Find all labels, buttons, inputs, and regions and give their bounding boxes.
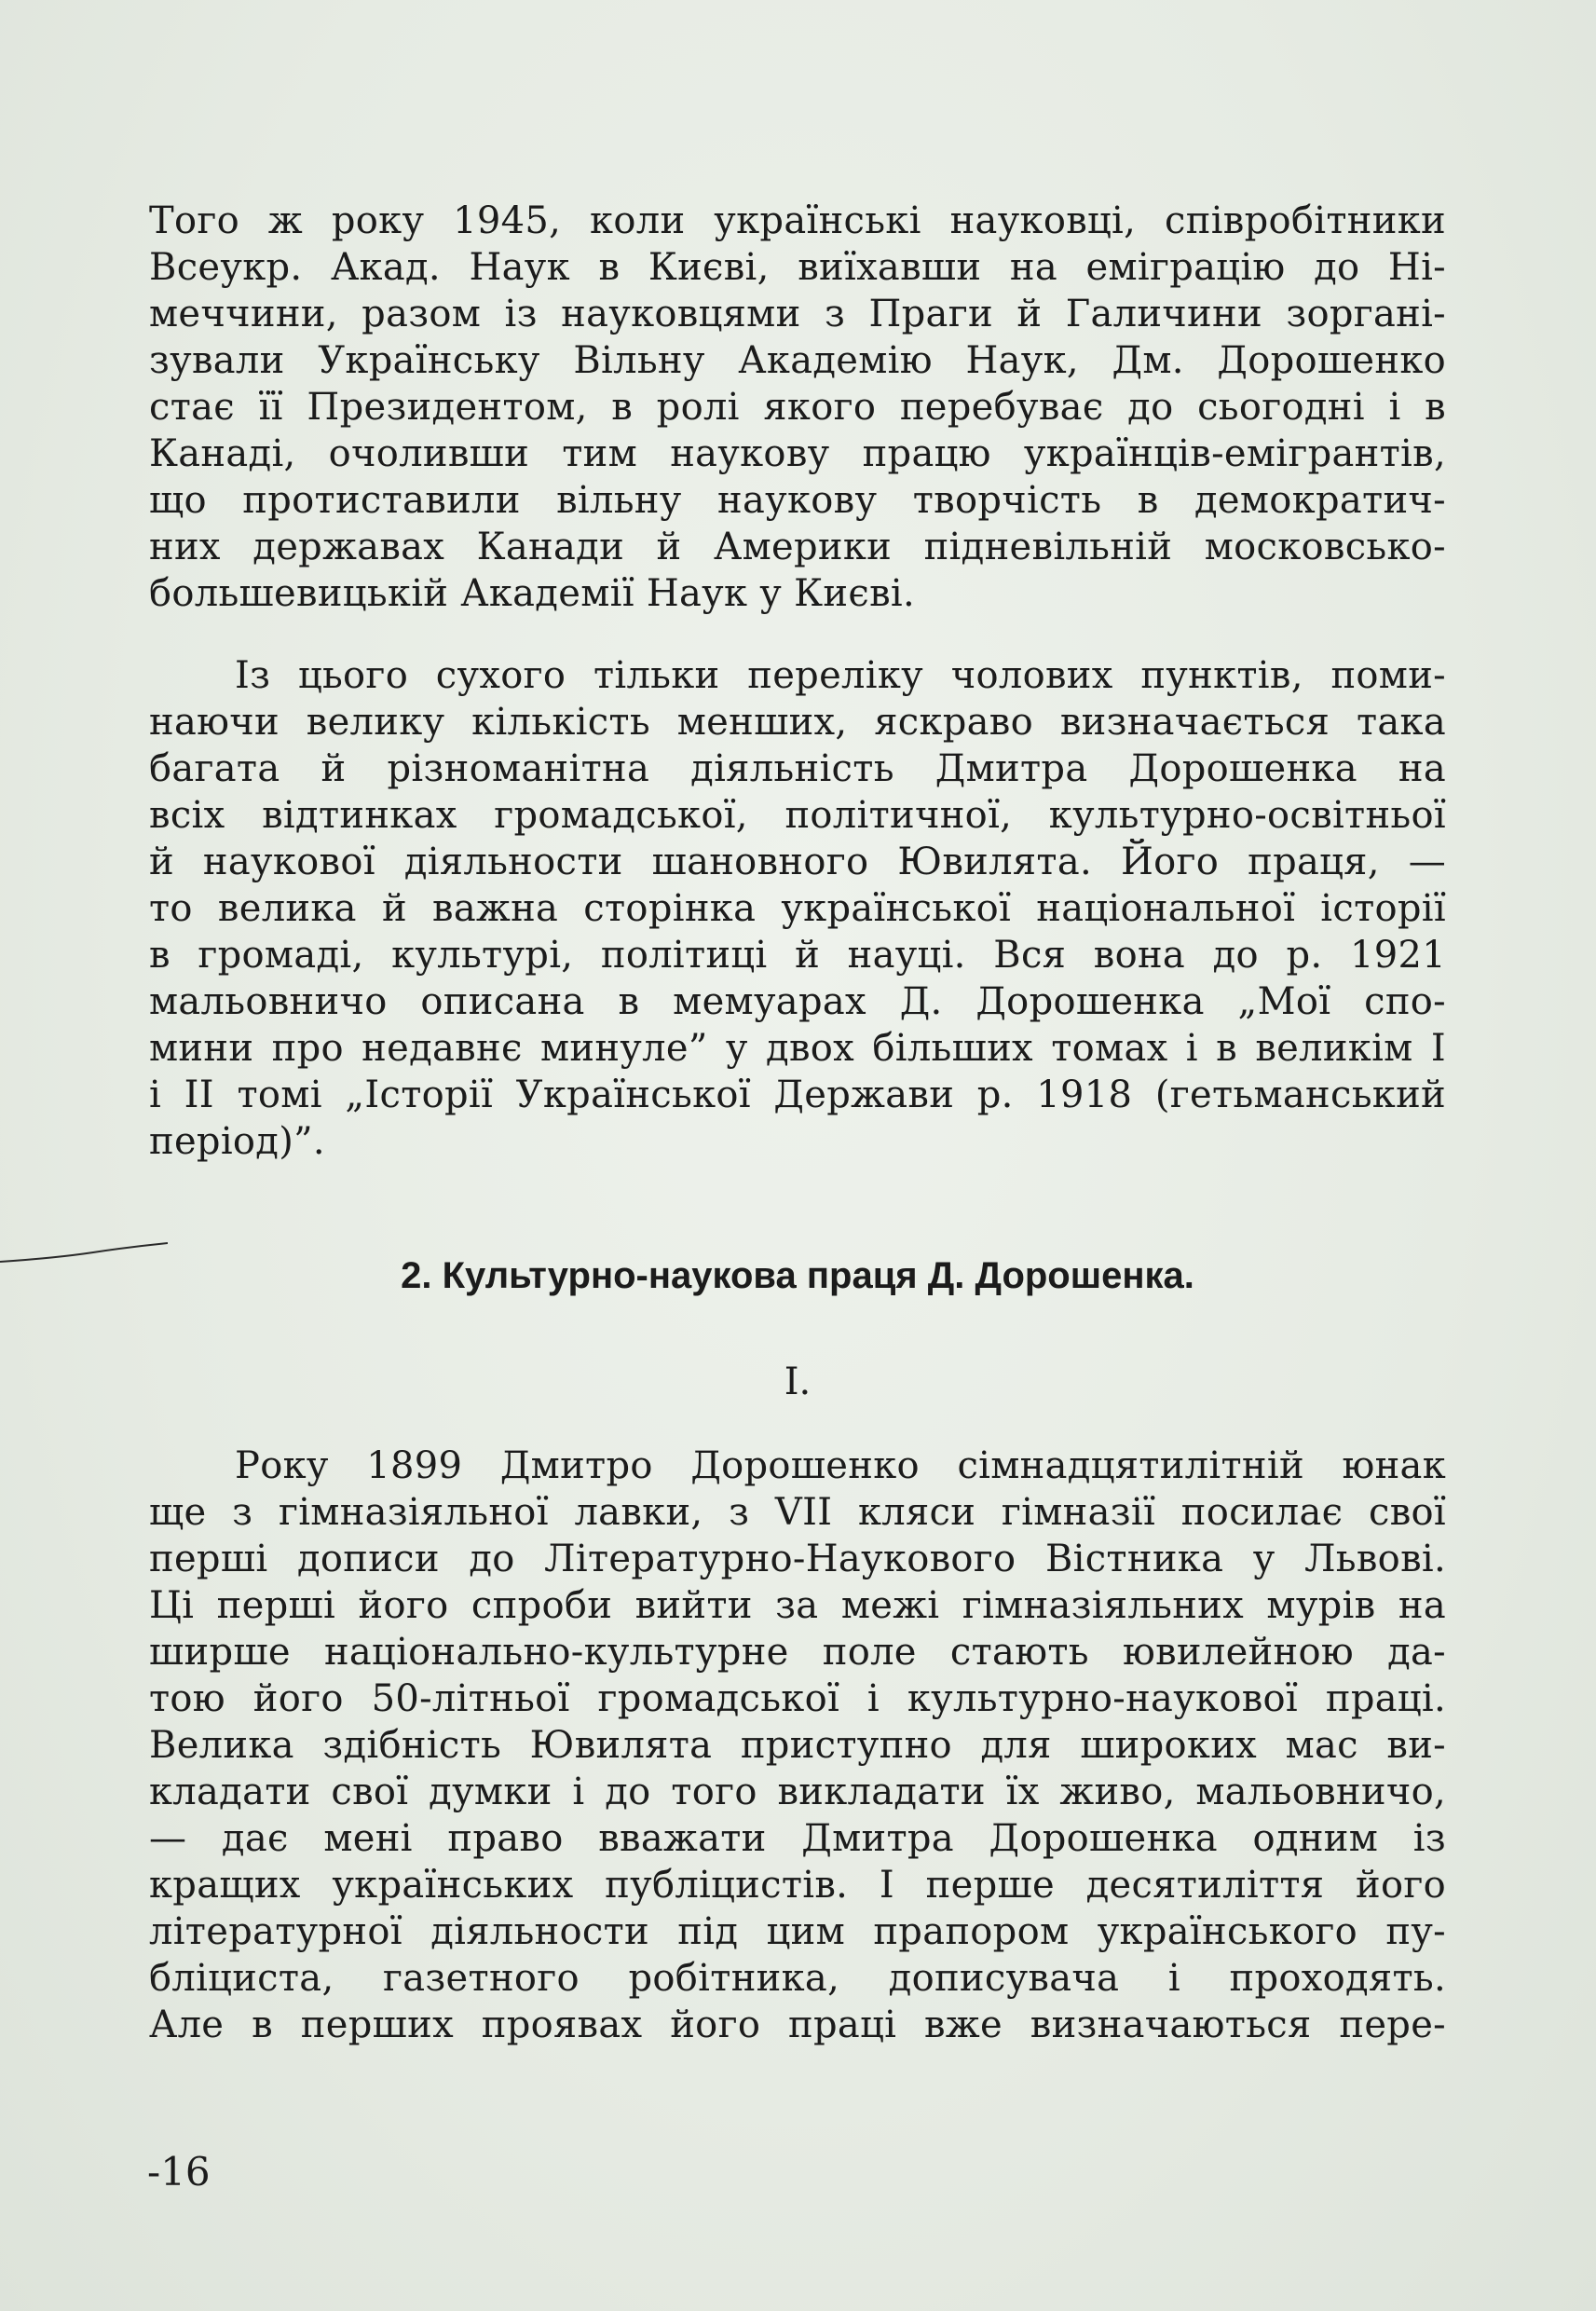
paragraph-2-line: Із цього сухого тільки переліку чолових пунктів, поми- <box>235 654 1446 697</box>
paragraph-3 <box>149 1443 1446 2048</box>
paragraph-1-line: зували Українську Вільну Академію Наук, Дм. Дорошенко <box>149 339 1446 382</box>
paragraph-1-line: Всеукр. Акад. Наук в Києві, виїхавши на еміграцію до Ні- <box>149 246 1446 289</box>
paragraph-1-line: большевицькій Академії Наук у Києві. <box>149 572 915 615</box>
paragraph-3-line: тою його 50-літньої громадської і культурно-наукової праці. <box>149 1677 1446 1720</box>
paragraph-1-line: Того ж року 1945, коли українські науковці, співробітники <box>149 199 1446 242</box>
paragraph-2-line: й наукової діяльности шановного Ювилята. Його праця, — <box>149 841 1446 883</box>
paragraph-1 <box>149 198 1446 617</box>
section-heading: 2. Культурно-наукова праця Д. Дорошенка. <box>401 1255 1194 1296</box>
paragraph-3-line: Але в перших проявах його праці вже визначаються пере- <box>149 2003 1446 2046</box>
paragraph-2-line: в громаді, культурі, політиці й науці. Вся вона до р. 1921 <box>149 934 1446 977</box>
paragraph-3-line: бліциста, газетного робітника, дописувача і проходять. <box>149 1957 1446 2000</box>
paragraph-3-line: ще з гімназіяльної лавки, з VII кляси гімназії посилає свої <box>149 1491 1446 1534</box>
paragraph-3-line: Ці перші його спроби вийти за межі гімназіяльних мурів на <box>149 1584 1446 1627</box>
paragraph-3-line: кращих українських публіцистів. І перше десятиліття його <box>149 1864 1446 1907</box>
paragraph-2-line: і ІІ томі „Історії Української Держави р. 1918 (гетьманський <box>149 1073 1446 1116</box>
paragraph-2-line: мальовничо описана в мемуарах Д. Дорошенка „Мої спо- <box>149 980 1446 1023</box>
paragraph-3-line: — дає мені право вважати Дмитра Дорошенка одним із <box>149 1817 1446 1860</box>
paragraph-3-line: Року 1899 Дмитро Дорошенко сімнадцятилітній юнак <box>235 1444 1446 1487</box>
paragraph-3-line: літературної діяльности під цим прапором українського пу- <box>149 1910 1446 1953</box>
paragraph-3-line: кладати свої думки і до того викладати їх живо, мальовничо, <box>149 1771 1446 1813</box>
paragraph-2-line: мини про недавнє минуле” у двох більших томах і в великім І <box>149 1027 1446 1070</box>
paragraph-1-line: що протиставили вільну наукову творчість в демократич- <box>149 479 1446 522</box>
paragraph-3-line: Велика здібність Ювилята приступно для широких мас ви- <box>149 1724 1446 1767</box>
paragraph-3-line: ширше національно-культурне поле стають ювилейною да- <box>149 1631 1446 1674</box>
paragraph-3-line: перші дописи до Літературно-Наукового Вістника у Львові. <box>149 1538 1446 1580</box>
paragraph-1-line: стає її Президентом, в ролі якого перебуває до сьогодні і в <box>149 386 1446 429</box>
paragraph-2-line: всіх відтинках громадської, політичної, культурно-освітньої <box>149 794 1446 837</box>
paragraph-1-line: них державах Канади й Америки підневільній московсько- <box>149 526 1446 568</box>
paragraph-2-line: багата й різноманітна діяльність Дмитра Дорошенка на <box>149 747 1446 790</box>
paragraph-2-line: наючи велику кількість менших, яскраво визначається така <box>149 701 1446 744</box>
paragraph-2-line: то велика й важна сторінка української національної історії <box>149 887 1446 930</box>
page-number: -16 <box>147 2149 211 2195</box>
paragraph-2 <box>149 652 1446 1165</box>
paper-crease-mark <box>0 1239 168 1267</box>
paragraph-1-line: меччини, разом із науковцями з Праги й Галичини зоргані- <box>149 293 1446 335</box>
paragraph-1-line: Канаді, очоливши тим наукову працю українців-емігрантів, <box>149 432 1446 475</box>
subsection-numeral: I. <box>784 1361 812 1403</box>
paragraph-2-line: період)”. <box>149 1120 325 1163</box>
